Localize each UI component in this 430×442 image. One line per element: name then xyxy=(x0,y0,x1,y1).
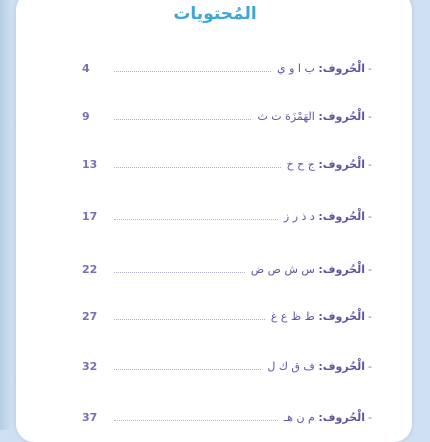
toc-label: الْحُروف: xyxy=(318,209,366,223)
toc-row[interactable] xyxy=(82,259,372,279)
toc-letters: الهَمْزَة ت ث xyxy=(257,109,315,123)
toc-dotted-leader xyxy=(114,319,265,320)
toc-label: الْحُروف: xyxy=(318,262,366,276)
toc-bullet-dash: - xyxy=(368,109,372,123)
toc-label: الْحُروف: xyxy=(318,109,366,123)
toc-dotted-leader xyxy=(114,167,281,168)
toc-bullet-dash: - xyxy=(368,359,372,373)
toc-letters: ج ح خ xyxy=(286,157,315,171)
toc-page-number: 22 xyxy=(82,262,98,276)
toc-dotted-leader xyxy=(114,369,261,370)
toc-page-number: 17 xyxy=(82,209,98,223)
toc-page-number: 32 xyxy=(82,359,98,373)
toc-row[interactable] xyxy=(82,407,372,427)
toc-label: الْحُروف: xyxy=(318,309,366,323)
toc-bullet-dash: - xyxy=(368,410,372,424)
toc-page-number: 13 xyxy=(82,157,98,171)
toc-entry-text xyxy=(267,360,365,373)
toc-letters: م ن هـ xyxy=(283,410,315,424)
toc-page-number: 4 xyxy=(82,61,90,75)
toc-dotted-leader xyxy=(114,119,251,120)
toc-row[interactable] xyxy=(82,206,372,226)
toc-row[interactable] xyxy=(82,58,372,78)
toc-bullet-dash: - xyxy=(368,61,372,75)
toc-entry-text xyxy=(277,62,365,75)
toc-dotted-leader xyxy=(114,71,271,72)
page-title: المُحتويات xyxy=(173,4,257,24)
toc-entry-text xyxy=(271,310,365,323)
toc-dotted-leader xyxy=(114,272,245,273)
toc-row[interactable] xyxy=(82,106,372,126)
toc-label: الْحُروف: xyxy=(318,359,366,373)
toc-row[interactable] xyxy=(82,154,372,174)
toc-label: الْحُروف: xyxy=(318,157,366,171)
toc-bullet-dash: - xyxy=(368,309,372,323)
toc-letters: س ش ص ض xyxy=(250,262,315,276)
toc-entry-text xyxy=(284,411,365,424)
toc-dotted-leader xyxy=(114,420,278,421)
toc-bullet-dash: - xyxy=(368,157,372,171)
toc-entry-text xyxy=(287,158,365,171)
toc-letters: ب ا و ي xyxy=(277,61,315,75)
toc-row[interactable] xyxy=(82,356,372,376)
toc-label: الْحُروف: xyxy=(318,410,366,424)
toc-letters: ط ظ ع غ xyxy=(270,309,315,323)
toc-bullet-dash: - xyxy=(368,209,372,223)
toc-dotted-leader xyxy=(114,219,278,220)
toc-entry-text xyxy=(251,263,365,276)
toc-page-number: 37 xyxy=(82,410,98,424)
toc-entry-text xyxy=(257,110,365,123)
toc-letters: د ذ ر ز xyxy=(283,209,315,223)
toc-entry-text xyxy=(284,210,365,223)
toc-page-number: 9 xyxy=(82,109,90,123)
toc-label: الْحُروف: xyxy=(318,61,366,75)
toc-bullet-dash: - xyxy=(368,262,372,276)
toc-row[interactable] xyxy=(82,306,372,326)
toc-letters: ف ق ك ل xyxy=(267,359,315,373)
toc-page-number: 27 xyxy=(82,309,98,323)
